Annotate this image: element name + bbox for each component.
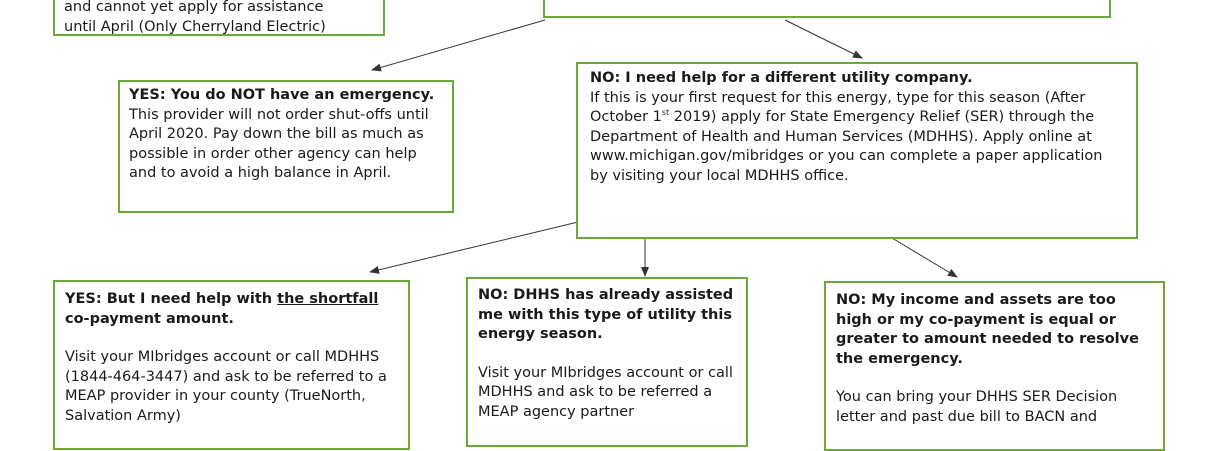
box-yes-shortfall-body: Visit your MIbridges account or call MDHHS (1844-464-3447) and ask to be referred to a MEAP provider in your county (TrueNorth, Salvation Army) bbox=[65, 349, 387, 424]
arrow-to-no-income-too-high bbox=[892, 238, 957, 277]
box-no-dhhs-assisted-heading: NO: DHHS has already assisted me with this type of utility this energy season. bbox=[478, 287, 734, 342]
box-yes-no-emergency bbox=[118, 80, 454, 213]
arrow-to-no-different-utility bbox=[785, 20, 862, 58]
box-no-different-utility-body bbox=[590, 89, 1124, 187]
box-no-different-utility-body-part2: 2019) apply for State Emergency Relief (SER) through the Department of Health and Human Services (MDHHS). Apply online at www.michigan.gov/mibridges or you can complete a paper application by visiting your local MDHHS office. bbox=[590, 109, 1103, 184]
box-yes-shortfall-heading bbox=[65, 291, 378, 327]
box-yes-no-emergency-body: This provider will not order shut-offs until April 2020. Pay down the bill as much as possible in order other agency can help and to avoid a high balance in April. bbox=[129, 106, 429, 181]
box-top-left-line1: and cannot yet apply for assistance bbox=[64, 0, 324, 15]
arrow-to-yes-shortfall bbox=[370, 222, 578, 272]
box-no-different-utility bbox=[576, 62, 1138, 239]
box-no-income-too-high bbox=[824, 281, 1165, 451]
box-no-dhhs-assisted bbox=[466, 277, 748, 447]
box-top-left-line2: until April (Only Cherryland Electric) bbox=[64, 18, 326, 35]
box-yes-shortfall-heading-part2: co-payment amount. bbox=[65, 310, 234, 327]
box-no-different-utility-body-part1: If this is your first request for this energy, type for this season (After October 1 bbox=[590, 89, 1086, 125]
box-top-center bbox=[543, 0, 1111, 18]
box-no-dhhs-assisted-body: Visit your MIbridges account or call MDHHS and ask to be referred a MEAP agency partner bbox=[478, 364, 733, 420]
box-yes-shortfall bbox=[53, 280, 410, 450]
box-no-income-too-high-body: You can bring your DHHS SER Decision letter and past due bill to BACN and bbox=[836, 389, 1118, 425]
box-no-different-utility-body-sup: st bbox=[661, 108, 670, 118]
box-no-different-utility-heading: NO: I need help for a different utility company. bbox=[590, 70, 973, 86]
arrow-to-yes-no-emergency bbox=[372, 20, 545, 70]
box-yes-shortfall-heading-part1: YES: But I need help with bbox=[65, 291, 278, 307]
box-no-income-too-high-heading: NO: My income and assets are too high or my co-payment is equal or greater to amount needed to resolve the emergency. bbox=[836, 292, 1139, 367]
box-yes-shortfall-heading-underlined: the shortfall bbox=[277, 291, 379, 307]
box-top-left bbox=[53, 0, 385, 36]
box-yes-no-emergency-heading: YES: You do NOT have an emergency. bbox=[129, 87, 435, 103]
box-top-center-line1 bbox=[554, 0, 1100, 3]
